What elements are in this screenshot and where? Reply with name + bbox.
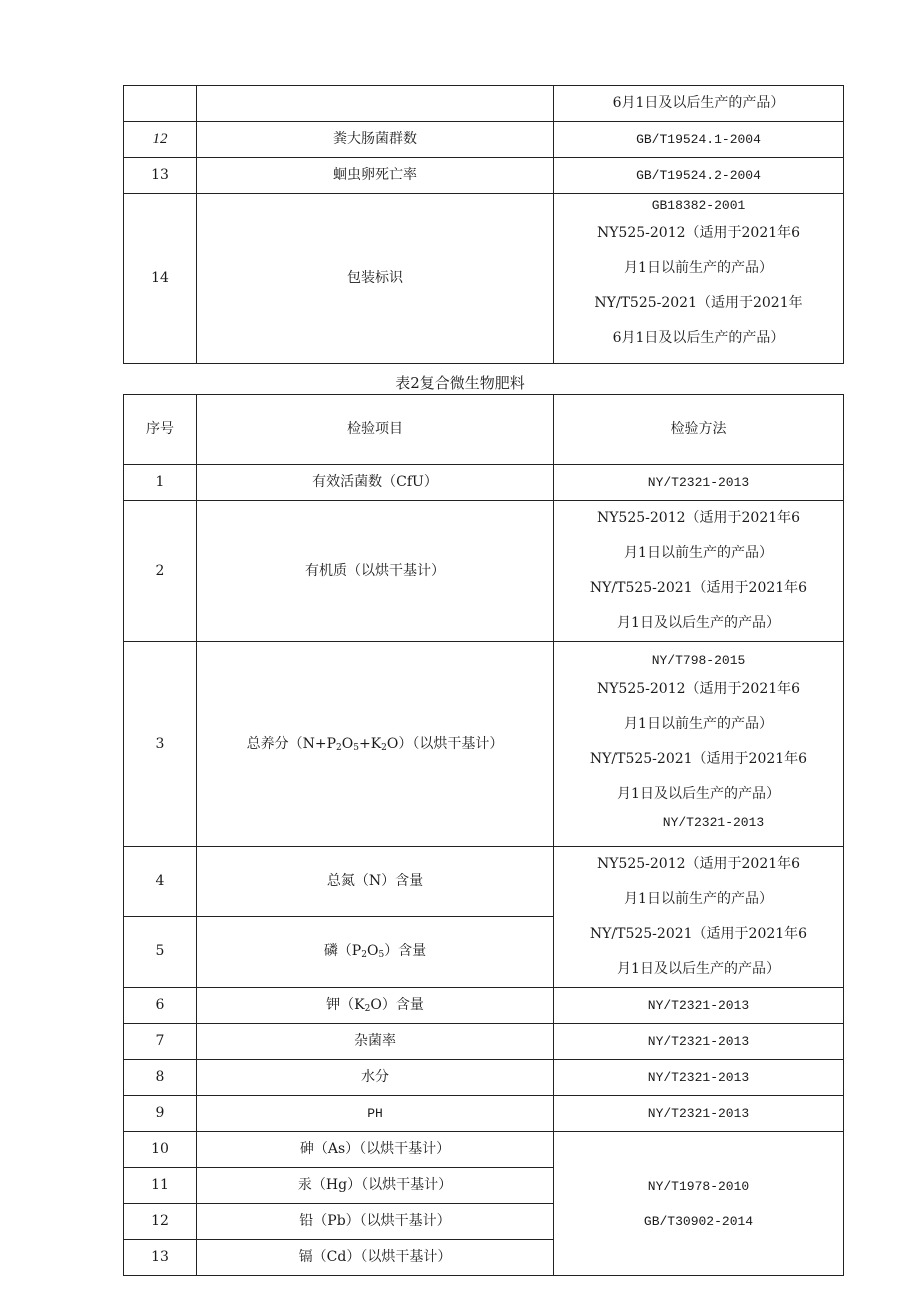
cell-item: 砷（As）（以烘干基计）	[197, 1132, 554, 1168]
method-line: NY525-2012（适用于2021年6	[596, 856, 801, 872]
table-row	[124, 158, 844, 194]
cell-no: 10	[124, 1132, 197, 1168]
method-line: 月1日以前生产的产品）	[624, 891, 773, 907]
method-line: GB18382-2001	[651, 197, 746, 213]
table-row	[124, 86, 844, 122]
cell-no: 1	[124, 465, 197, 501]
method-line: 月1日以前生产的产品）	[624, 259, 773, 276]
cell-item: 有机质（以烘干基计）	[197, 501, 554, 642]
cell-method: NY/T2321-2013	[554, 465, 844, 501]
cell-no: 2	[124, 501, 197, 642]
table-row	[124, 465, 844, 501]
cell-item	[197, 86, 554, 122]
item-text: ）含量	[384, 943, 427, 960]
table-2	[123, 394, 844, 1276]
cell-item: 铅（Pb）（以烘干基计）	[197, 1204, 554, 1240]
table-row	[124, 194, 844, 364]
table-row	[124, 642, 844, 847]
cell-no: 12	[124, 1204, 197, 1240]
cell-no: 13	[124, 1240, 197, 1276]
method-line: NY/T525-2021（适用于2021年6	[589, 926, 808, 942]
item-text: O	[366, 943, 379, 960]
method-line: NY525-2012（适用于2021年6	[596, 510, 801, 526]
cell-no: 8	[124, 1060, 197, 1096]
subscript: 2	[364, 1004, 371, 1014]
item-text: 磷（P	[323, 943, 362, 960]
cell-no: 14	[124, 194, 197, 364]
item-text: O）含量	[370, 997, 424, 1013]
cell-method	[554, 642, 844, 847]
cell-item: 汞（Hg）（以烘干基计）	[197, 1168, 554, 1204]
cell-method: NY/T2321-2013	[554, 988, 844, 1024]
cell-no: 13	[124, 158, 197, 194]
cell-method: GB/T19524.2-2004	[554, 158, 844, 194]
cell-item: 粪大肠菌群数	[197, 122, 554, 158]
cell-method: GB/T19524.1-2004	[554, 122, 844, 158]
table-row	[124, 988, 844, 1024]
method-line: NY525-2012（适用于2021年6	[596, 681, 801, 697]
cell-no: 6	[124, 988, 197, 1024]
method-line: NY/T2321-2013	[662, 815, 765, 830]
item-text: O	[341, 735, 354, 752]
cell-no: 11	[124, 1168, 197, 1204]
cell-method: 6月1日及以后生产的产品）	[554, 86, 844, 122]
cell-item: PH	[197, 1096, 554, 1132]
cell-item: 杂菌率	[197, 1024, 554, 1060]
item-text: 钾（K	[326, 997, 365, 1013]
method-line: 月1日以前生产的产品）	[624, 716, 773, 732]
cell-item	[197, 916, 554, 987]
method-line: GB/T30902-2014	[643, 1213, 754, 1229]
subscript: 2	[381, 742, 387, 753]
table-row	[124, 122, 844, 158]
cell-no: 5	[124, 916, 197, 987]
cell-item: 有效活菌数（CfU）	[197, 465, 554, 501]
method-line: NY/T525-2021（适用于2021年	[594, 294, 803, 311]
table-row	[124, 1132, 844, 1168]
table-row	[124, 1024, 844, 1060]
cell-item	[197, 988, 554, 1024]
subscript: 2	[361, 950, 367, 961]
cell-method	[554, 1132, 844, 1276]
table-row	[124, 847, 844, 917]
subscript: 5	[378, 950, 385, 961]
subscript: 2	[336, 742, 342, 753]
table-row	[124, 1060, 844, 1096]
method-line: 6月1日及以后生产的产品）	[612, 329, 785, 346]
item-text: 总养分（N+P	[246, 735, 337, 752]
cell-no: 3	[124, 642, 197, 847]
cell-method	[554, 847, 844, 988]
method-line: NY/T1978-2010	[647, 1178, 750, 1194]
header-item: 检验项目	[197, 395, 554, 465]
table-row	[124, 1096, 844, 1132]
cell-item: 总氮（N）含量	[197, 847, 554, 917]
method-line: NY525-2012（适用于2021年6	[596, 224, 801, 241]
cell-method	[554, 194, 844, 364]
cell-method: NY/T2321-2013	[554, 1096, 844, 1132]
cell-item: 镉（Cd）（以烘干基计）	[197, 1240, 554, 1276]
table-2-caption: 表2复合微生物肥料	[395, 374, 525, 392]
header-row	[124, 395, 844, 465]
method-line: 月1日及以后生产的产品）	[617, 961, 780, 977]
method-line: 月1日及以后生产的产品）	[617, 786, 780, 802]
cell-item: 蛔虫卵死亡率	[197, 158, 554, 194]
cell-item	[197, 642, 554, 847]
table-1	[123, 85, 844, 364]
method-line: NY/T525-2021（适用于2021年6	[589, 751, 808, 767]
subscript: 5	[353, 742, 359, 753]
item-text: O）（以烘干基计）	[386, 735, 504, 752]
method-line: 月1日及以后生产的产品）	[617, 615, 780, 631]
method-line: NY/T525-2021（适用于2021年6	[589, 580, 808, 596]
cell-item: 包装标识	[197, 194, 554, 364]
cell-item: 水分	[197, 1060, 554, 1096]
cell-no: 12	[124, 122, 197, 158]
cell-no: 4	[124, 847, 197, 917]
cell-no: 9	[124, 1096, 197, 1132]
cell-no	[124, 86, 197, 122]
method-line: NY/T798-2015	[651, 653, 746, 668]
cell-no: 7	[124, 1024, 197, 1060]
cell-method	[554, 501, 844, 642]
cell-method: NY/T2321-2013	[554, 1060, 844, 1096]
header-no: 序号	[124, 395, 197, 465]
cell-method: NY/T2321-2013	[554, 1024, 844, 1060]
method-line: 月1日以前生产的产品）	[624, 545, 773, 561]
header-method: 检验方法	[554, 395, 844, 465]
item-text: +K	[358, 735, 382, 752]
table-row	[124, 501, 844, 642]
